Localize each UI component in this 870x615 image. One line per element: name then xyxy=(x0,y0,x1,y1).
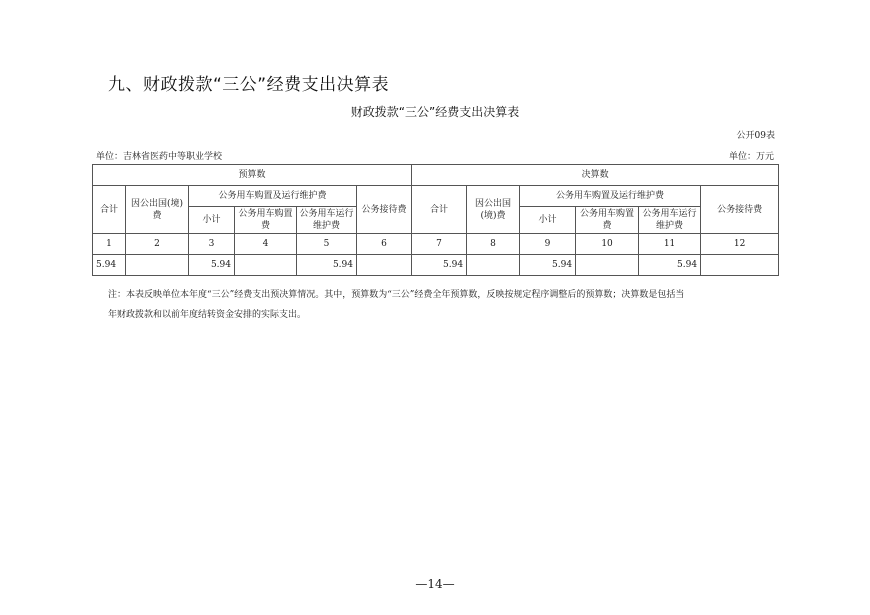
final-reception-value xyxy=(701,255,779,276)
final-total-value: 5.94 xyxy=(412,255,467,276)
budget-vehicle-purchase-value xyxy=(235,255,297,276)
column-number: 6 xyxy=(357,234,412,255)
header-row-2 xyxy=(93,186,779,207)
final-abroad-value xyxy=(467,255,520,276)
column-number: 11 xyxy=(639,234,701,255)
budget-subtotal-value: 5.94 xyxy=(189,255,235,276)
budget-abroad-header: 因公出国(境)费 xyxy=(126,186,189,234)
section-title: 九、财政拨款“三公”经费支出决算表 xyxy=(108,75,390,95)
final-vehicle-group-header: 公务用车购置及运行维护费 xyxy=(520,186,701,207)
note-line-1: 注：本表反映单位本年度“三公”经费支出预决算情况。其中，预算数为“三公”经费全年预算数，反映按规定程序调整后的预算数；决算数是包括当 xyxy=(108,290,685,300)
column-number: 3 xyxy=(189,234,235,255)
final-vehicle-operation-value: 5.94 xyxy=(639,255,701,276)
final-reception-header: 公务接待费 xyxy=(701,186,779,234)
budget-total-header: 合计 xyxy=(93,186,126,234)
budget-header: 预算数 xyxy=(93,165,412,186)
table-note xyxy=(108,285,788,325)
page-number: —14— xyxy=(415,577,455,591)
final-vehicle-purchase-header: 公务用车购置费 xyxy=(576,207,639,234)
final-vehicle-purchase-value xyxy=(576,255,639,276)
final-subtotal-header: 小计 xyxy=(520,207,576,234)
final-vehicle-operation-header: 公务用车运行维护费 xyxy=(639,207,701,234)
budget-reception-value xyxy=(357,255,412,276)
column-number-row xyxy=(93,234,779,255)
column-number: 7 xyxy=(412,234,467,255)
reporting-unit: 单位：吉林省医药中等职业学校 xyxy=(96,152,223,162)
budget-vehicle-operation-value: 5.94 xyxy=(297,255,357,276)
table-title: 财政拨款“三公”经费支出决算表 xyxy=(350,105,520,119)
budget-vehicle-group-header: 公务用车购置及运行维护费 xyxy=(189,186,357,207)
column-number: 9 xyxy=(520,234,576,255)
final-abroad-header: 因公出国(境)费 xyxy=(467,186,520,234)
budget-reception-header: 公务接待费 xyxy=(357,186,412,234)
column-number: 2 xyxy=(126,234,189,255)
column-number: 5 xyxy=(297,234,357,255)
table-code: 公开09表 xyxy=(736,131,775,141)
currency-unit: 单位：万元 xyxy=(728,152,774,162)
column-number: 4 xyxy=(235,234,297,255)
header-row-1 xyxy=(93,165,779,186)
column-number: 10 xyxy=(576,234,639,255)
budget-vehicle-purchase-header: 公务用车购置费 xyxy=(235,207,297,234)
final-subtotal-value: 5.94 xyxy=(520,255,576,276)
budget-abroad-value xyxy=(126,255,189,276)
budget-vehicle-operation-header: 公务用车运行维护费 xyxy=(297,207,357,234)
final-total-header: 合计 xyxy=(412,186,467,234)
budget-total-value: 5.94 xyxy=(93,255,126,276)
three-public-expenses-table xyxy=(92,164,779,276)
note-line-2: 年财政拨款和以前年度结转资金安排的实际支出。 xyxy=(108,310,307,320)
column-number: 12 xyxy=(701,234,779,255)
final-header: 决算数 xyxy=(412,165,779,186)
column-number: 1 xyxy=(93,234,126,255)
budget-subtotal-header: 小计 xyxy=(189,207,235,234)
column-number: 8 xyxy=(467,234,520,255)
data-row xyxy=(93,255,779,276)
